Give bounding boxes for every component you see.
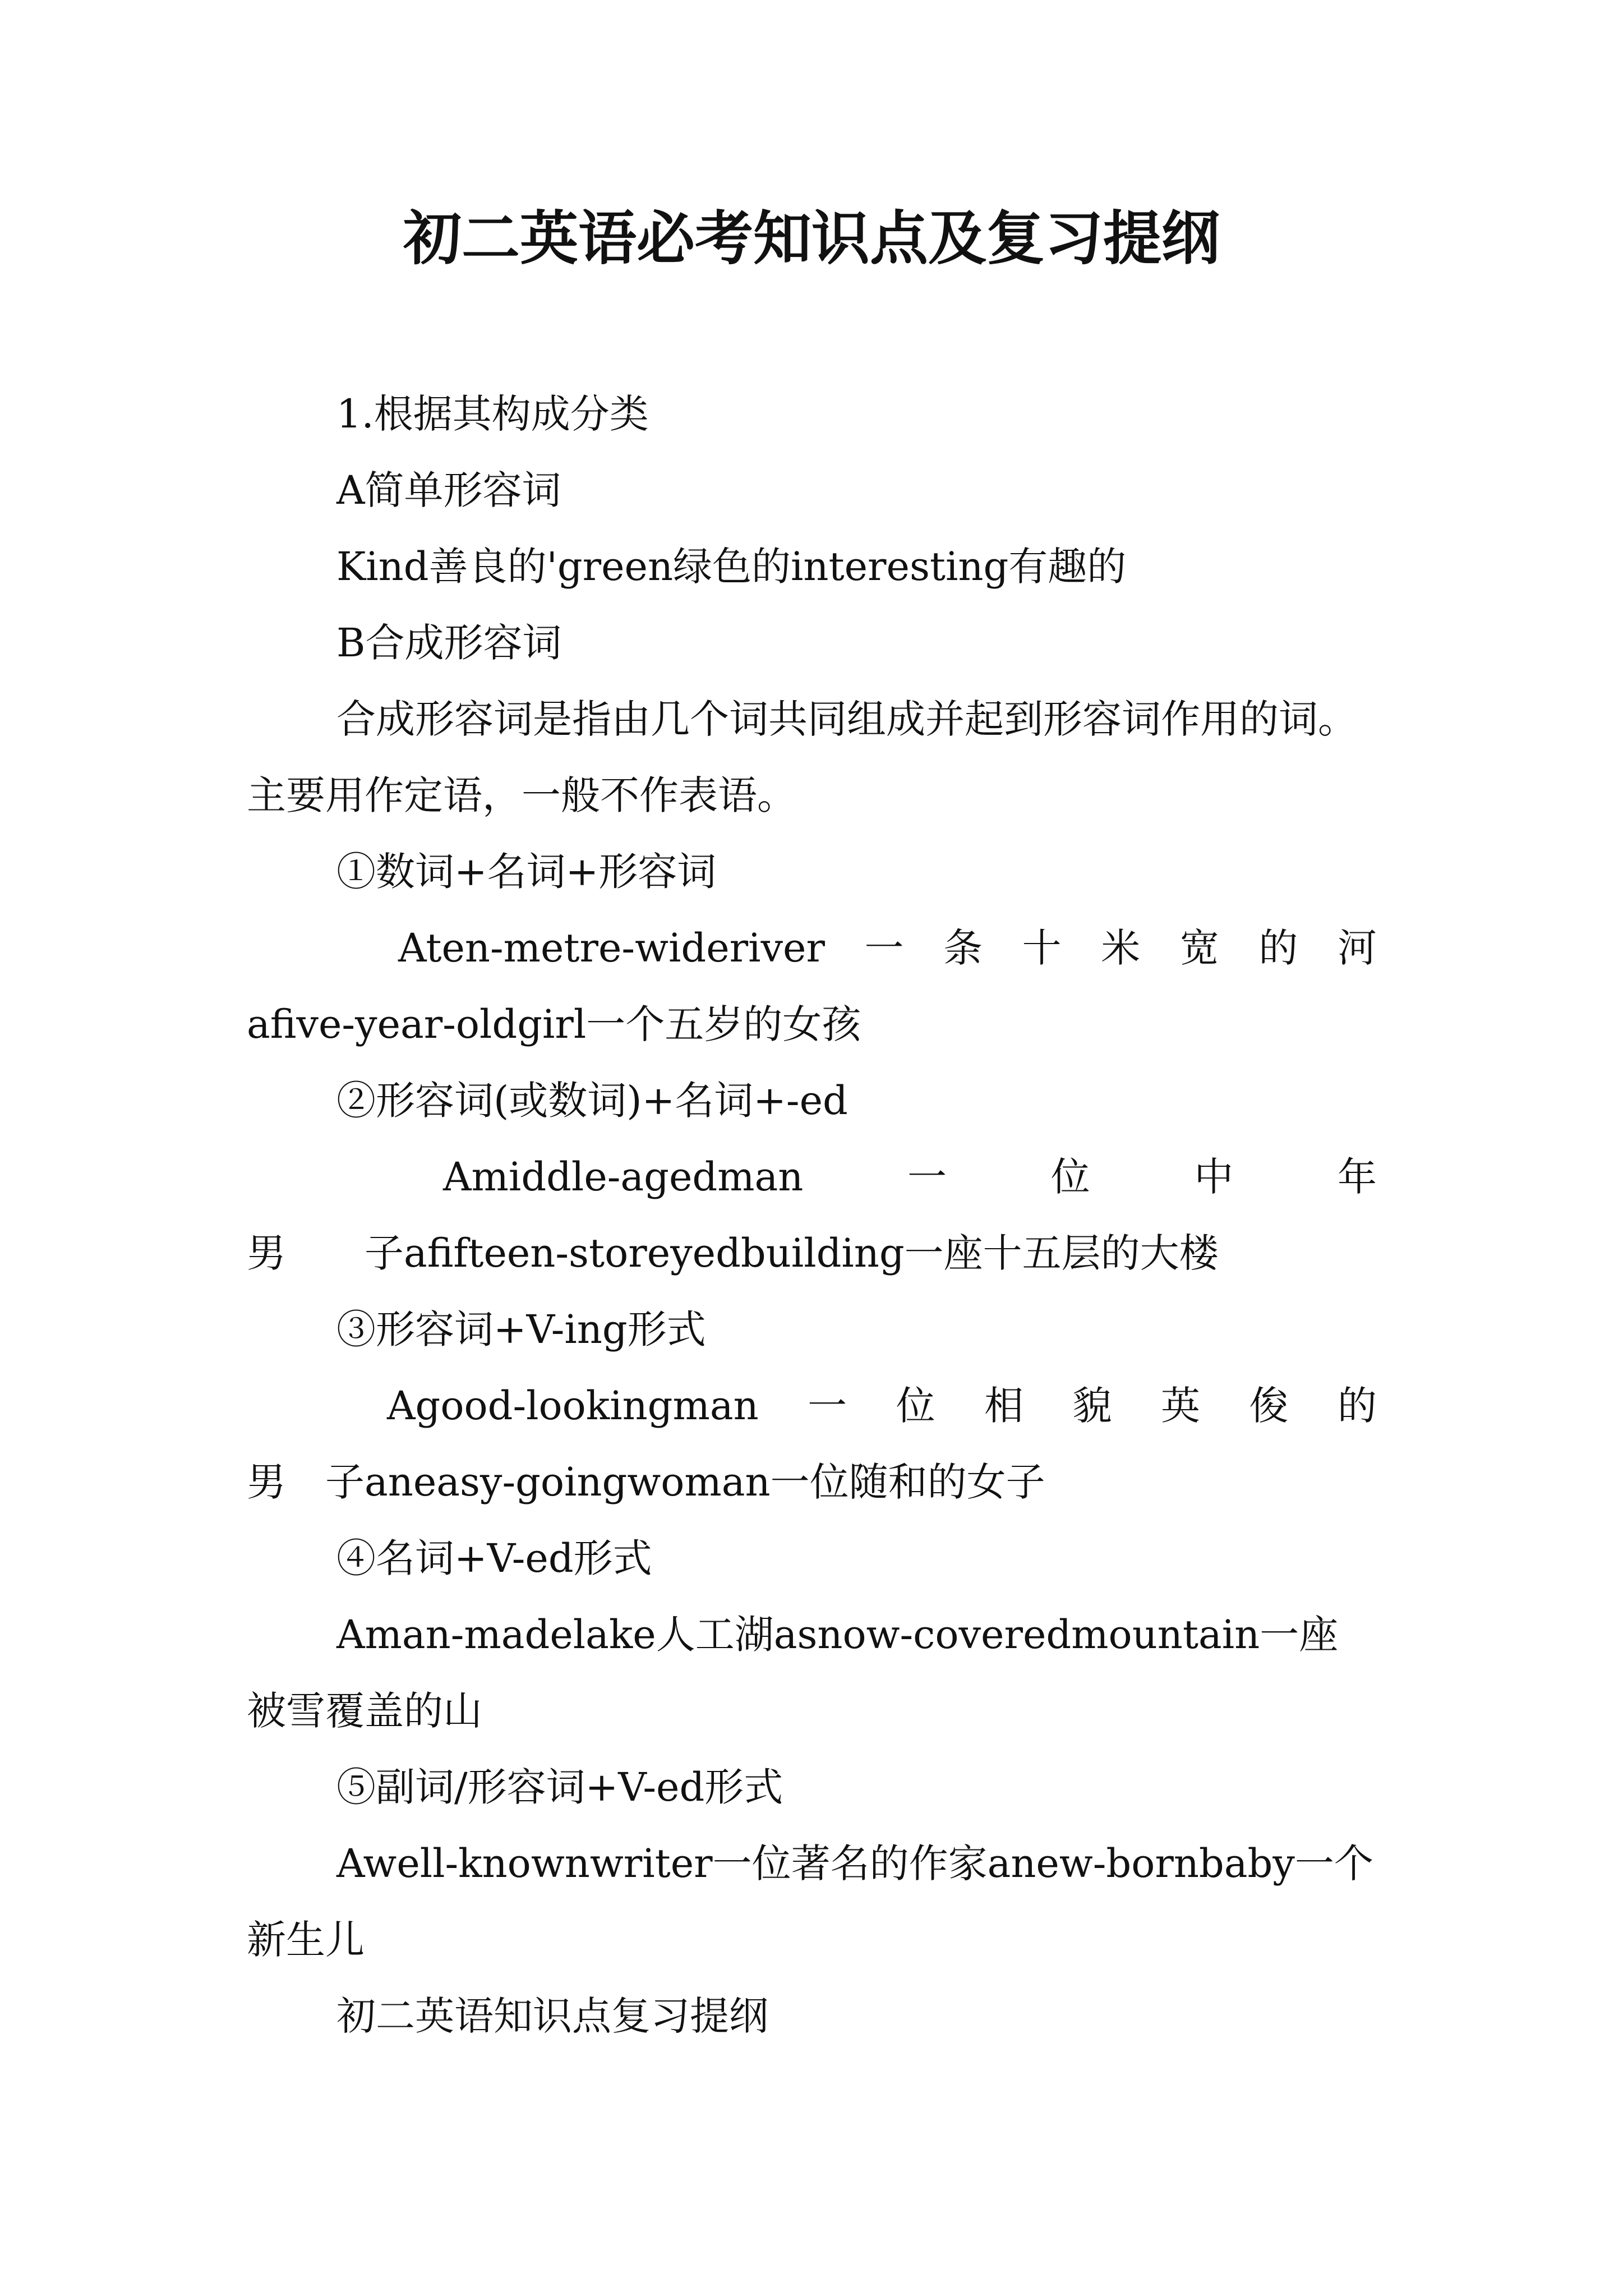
paragraph-1: 1.根据其构成分类 [336,391,649,437]
paragraph-3: Kind善良的'green绿色的interesting有趣的 [336,544,1127,590]
paragraph-8: ②形容词(或数词)+名词+-ed [336,1078,848,1124]
paragraph-13: Aman-madelake人工湖asnow-coveredmountain一座被雪覆盖的山 [247,1612,1339,1734]
page-title: 初二英语必考知识点及复习提纲 [403,204,1220,273]
paragraph-6: ①数词+名词+形容词 [336,849,717,895]
paragraph-4: B合成形容词 [336,620,562,666]
paragraph-9: Amiddle-agedman 一 位 中 年 男 子afifteen-storeyedbuilding一座十五层的大楼 [247,1154,1455,1276]
document-body [247,376,1455,2054]
paragraph-16: 初二英语知识点复习提纲 [336,1993,768,2039]
paragraph-2: A简单形容词 [336,467,561,513]
paragraph-14: ⑤副词/形容词+V-ed形式 [336,1764,783,1810]
paragraph-7: Aten-metre-wideriver 一 条 十 米 宽 的 河afive-year-oldgirl一个五岁的女孩 [247,925,1377,1047]
paragraph-11: Agood-lookingman 一 位 相 貌 英 俊 的 男 子aneasy-goingwoman一位随和的女子 [247,1383,1416,1505]
paragraph-12: ④名词+V-ed形式 [336,1535,652,1581]
paragraph-10: ③形容词+V-ing形式 [336,1306,706,1352]
paragraph-5: 合成形容词是指由几个词共同组成并起到形容词作用的词。主要用作定语，一般不作表语。 [247,696,1357,818]
paragraph-15: Awell-knownwriter一位著名的作家anew-bornbaby一个新生儿 [247,1841,1373,1963]
